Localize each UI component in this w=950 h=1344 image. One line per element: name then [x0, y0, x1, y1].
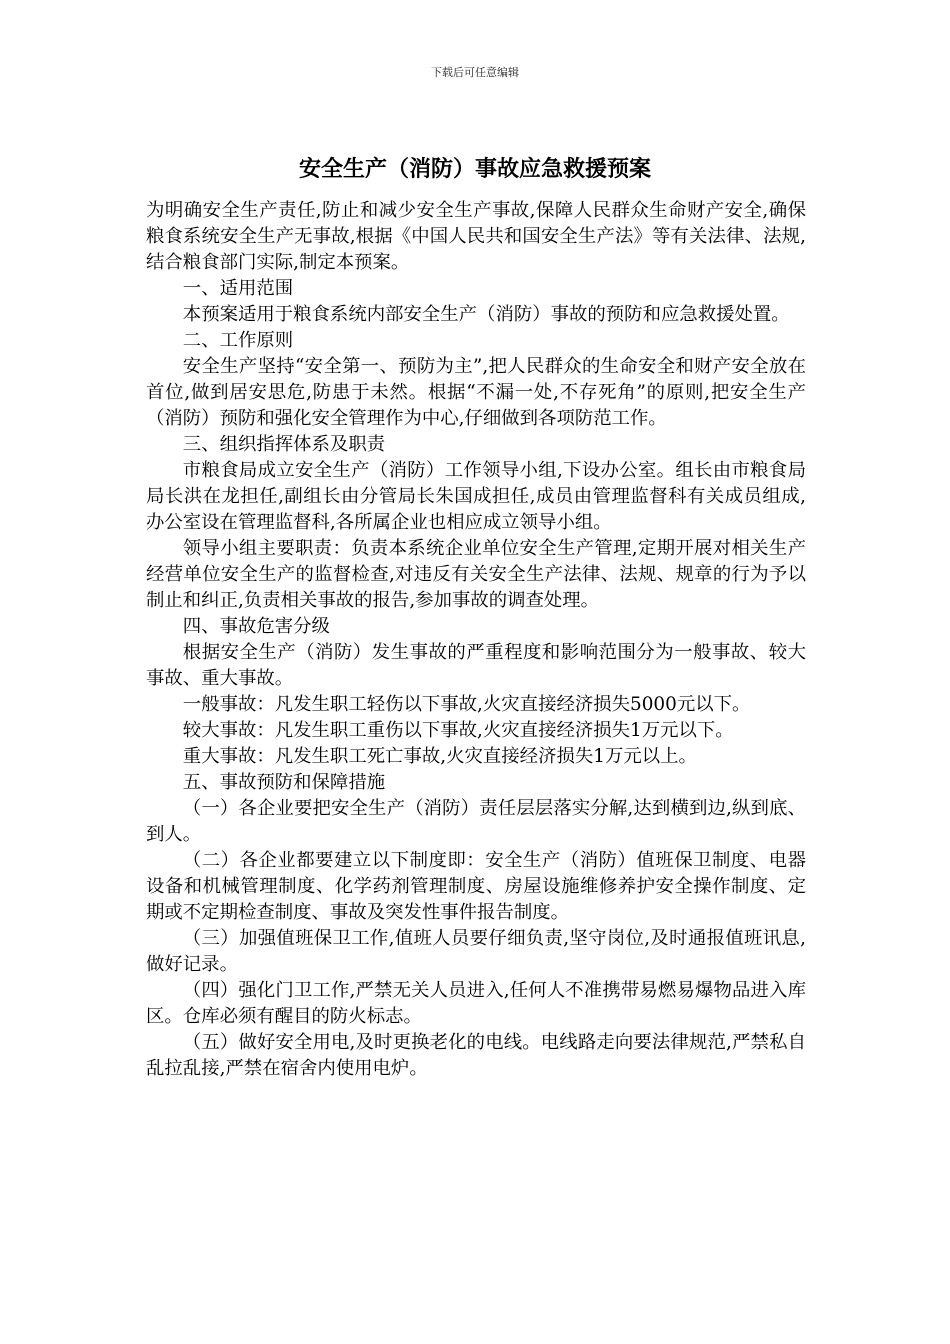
intro-paragraph: 为明确安全生产责任,防止和减少安全生产事故,保障人民群众生命财产安全,确保粮食系统安全生产无事故,根据《中国人民共和国安全生产法》等有关法律、法规,结合粮食部门实际,制定本预案。: [146, 200, 806, 273]
paragraph-classification: 根据安全生产（消防）发生事故的严重程度和影响范围分为一般事故、较大事故、重大事故。: [146, 642, 806, 689]
paragraph-responsibilities: 领导小组主要职责：负责本系统企业单位安全生产管理,定期开展对相关生产经营单位安全生产的监督检查,对违反有关安全生产法律、法规、规章的行为予以制止和纠正,负责相关事故的报告,参加事故的调查处理。: [146, 538, 806, 611]
paragraph-general-accident: 一般事故：凡发生职工轻伤以下事故,火灾直接经济损失5000元以下。: [182, 694, 751, 715]
section-heading-scope: 一、适用范围: [182, 278, 294, 299]
section-heading-principles: 二、工作原则: [182, 330, 294, 351]
paragraph-organization: 市粮食局成立安全生产（消防）工作领导小组,下设办公室。组长由市粮食局局长洪在龙担任,副组长由分管局长朱国成担任,成员由管理监督科有关成员组成,办公室设在管理监督科,各所属企业也相应成立领导小组。: [146, 460, 806, 533]
section-heading-classification: 四、事故危害分级: [182, 616, 330, 637]
paragraph-serious-accident: 重大事故：凡发生职工死亡事故,火灾直接经济损失1万元以上。: [182, 746, 697, 767]
section-heading-organization: 三、组织指挥体系及职责: [182, 434, 386, 455]
paragraph-measure-4: （四）强化门卫工作,严禁无关人员进入,任何人不准携带易燃易爆物品进入库区。仓库必须有醒目的防火标志。: [146, 980, 806, 1027]
paragraph-measure-1: （一）各企业要把安全生产（消防）责任层层落实分解,达到横到边,纵到底、到人。: [146, 798, 806, 845]
paragraph-principles: 安全生产坚持“安全第一、预防为主”,把人民群众的生命安全和财产安全放在首位,做到居安思危,防患于未然。根据“不漏一处,不存死角”的原则,把安全生产（消防）预防和强化安全管理作为中心,仔细做到各项防范工作。: [146, 356, 806, 429]
paragraph-measure-5: （五）做好安全用电,及时更换老化的电线。电线路走向要法律规范,严禁私自乱拉乱接,严禁在宿舍内使用电炉。: [146, 1032, 806, 1079]
section-heading-prevention: 五、事故预防和保障措施: [182, 772, 386, 793]
paragraph-measure-3: （三）加强值班保卫工作,值班人员要仔细负责,坚守岗位,及时通报值班讯息,做好记录。: [146, 928, 806, 975]
paragraph-scope: 本预案适用于粮食系统内部安全生产（消防）事故的预防和应急救援处置。: [182, 304, 790, 325]
page-header-note: 下载后可任意编辑: [431, 66, 519, 79]
paragraph-measure-2: （二）各企业都要建立以下制度即：安全生产（消防）值班保卫制度、电器设备和机械管理制度、化学药剂管理制度、房屋设施维修养护安全操作制度、定期或不定期检查制度、事故及突发性事件报告制度。: [146, 850, 806, 923]
document-body: [146, 198, 806, 1082]
document-title: 安全生产（消防）事故应急救援预案: [298, 156, 651, 182]
paragraph-major-accident: 较大事故：凡发生职工重伤以下事故,火灾直接经济损失1万元以下。: [182, 720, 734, 741]
